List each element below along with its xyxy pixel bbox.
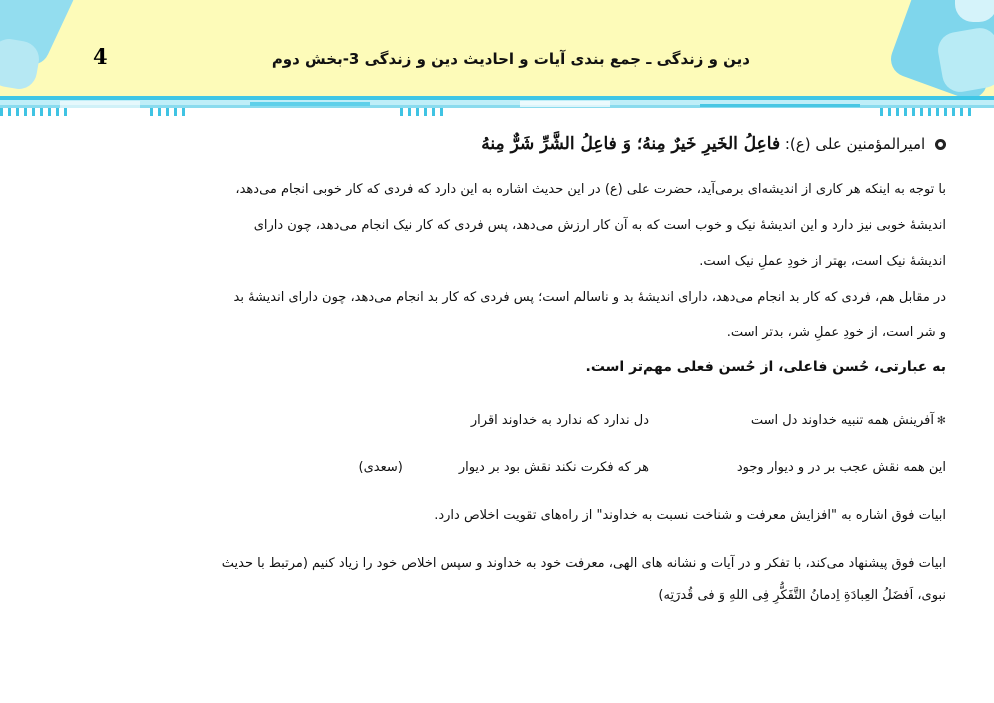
page-title: دین و زندگی ـ جمع بندی آیات و احادیث دین و زندگی 3-بخش دوم (271, 50, 750, 68)
poet-name: (سعدی) (358, 460, 403, 475)
poem-hemistich: هر که فکرت نکند نقش بود بر دیوار (458, 460, 649, 475)
poem-hemistich: این همه نقش عجب بر در و دیوار وجود (736, 460, 946, 475)
paragraph2-line2: و شر است، از خودِ عملِ شر، بدتر است. (726, 325, 946, 340)
paragraph2-line1: در مقابل هم، فردی که کار بد انجام می‌دهد، دارای اندیشهٔ بد و ناسالم است؛ پس فردی که کار بد انجام می‌دهد، چون دارای اندیشهٔ بد (233, 290, 946, 305)
paragraph1-line2: اندیشهٔ خوبی نیز دارد و این اندیشهٔ نیک و خوب است که به آن کار ارزش می‌دهد، پس فردی که کار نیک انجام می‌دهد، چون دارای (253, 218, 946, 233)
poem-line-2 (60, 460, 946, 475)
poem-hemistich: آفرینش همه تنبیه خداوند دل است (750, 413, 934, 428)
paragraph1-line3: اندیشهٔ نیک است، بهتر از خودِ عملِ نیک است. (699, 254, 946, 269)
poem-hemistich: دل ندارد که ندارد به خداوند اقرار (470, 413, 649, 428)
bullet-icon (935, 139, 946, 150)
header-stripes (0, 96, 994, 118)
quote-speaker: امیرالمؤمنین علی (ع): (784, 135, 926, 153)
paragraph3-line1: ابیات فوق پیشنهاد می‌کند، با تفکر و در آیات و نشانه های الهی، معرفت خود به خداوند و سپس اخلاص خود را زیاد کنیم (مرتبط با حدیث (221, 556, 946, 571)
page-number: 4 (93, 44, 108, 69)
page-header (0, 0, 994, 100)
star-icon: ✻ (936, 414, 946, 427)
conclusion-text: به عبارتی، حُسن فاعلی، از حُسن فعلی مهم‌تر است. (585, 359, 946, 375)
quote-arabic-text: فاعِلُ الخَیرِ خَیرٌ مِنهُ؛ وَ فاعِلُ الشَّرِّ شَرٌّ مِنهُ (481, 134, 781, 154)
paragraph3-line2: نبوی، اَفضَلُ العِبادَةِ اِدمانُ التَّفَکُّرِ فِی اللهِ وَ فی قُدرَتِه) (658, 588, 946, 603)
paragraph1-line1: با توجه به اینکه هر کاری از اندیشه‌ای برمی‌آید، حضرت علی (ع) در این حدیث اشاره به این دارد که فردی که کار خوبی انجام می‌دهد، (235, 182, 946, 197)
poem-line-1 (60, 413, 946, 428)
poem-note: ابیات فوق اشاره به "افزایش معرفت و شناخت نسبت به خداوند" از راه‌های تقویت اخلاص دارد. (434, 508, 946, 523)
hadith-quote (60, 134, 946, 154)
